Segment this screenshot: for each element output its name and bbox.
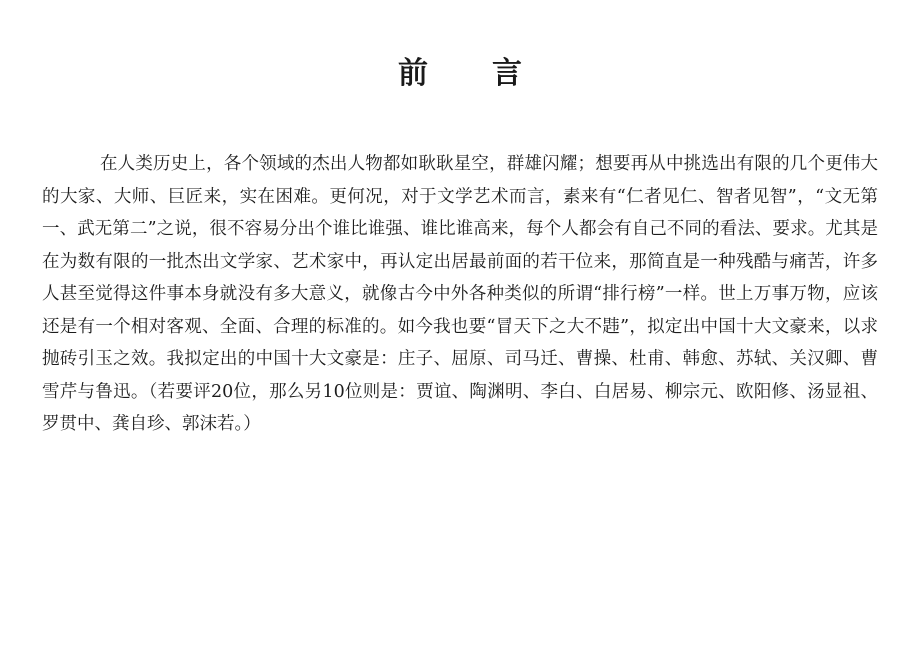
body-paragraph: 在人类历史上，各个领域的杰出人物都如耿耿星空，群雄闪耀；想要再从中挑选出有限的几个更伟大的大家、大师、巨匠来，实在困难。更何况，对于文学艺术而言，素来有“仁者见仁、智者见智”，“文无第一、武无第二”之说，很不容易分出个谁比谁强、谁比谁高来，每个人都会有自己不同的看法、要求。尤其是在为数有限的一批杰出文学家、艺术家中，再认定出居最前面的若干位来，那简直是一种残酷与痛苦，许多人甚至觉得这件事本身就没有多大意义，就像古今中外各种类似的所谓“排行榜”一样。世上万事万物，应该还是有一个相对客观、全面、合理的标准的。如今我也要“冒天下之大不韪”，拟定出中国十大文豪来，以求抛砖引玉之效。我拟定出的中国十大文豪是：庄子、屈原、司马迁、曹操、杜甫、韩愈、苏轼、关汉卿、曹雪芹与鲁迅。（若要评20位，那么另10位则是：贾谊、陶渊明、李白、白居易、柳宗元、欧阳修、汤显祖、罗贯中、龚自珍、郭沫若。）: [42, 154, 878, 434]
page-title: 前言: [398, 56, 586, 91]
